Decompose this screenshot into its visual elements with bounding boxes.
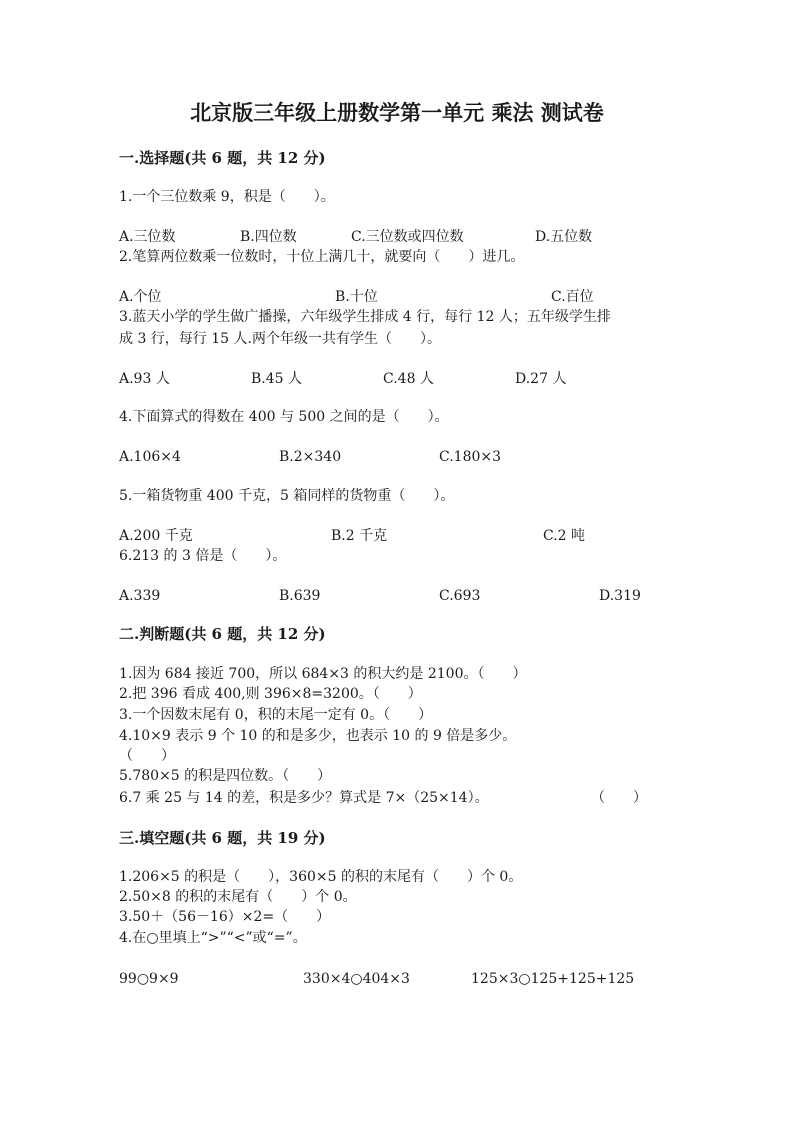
option-3c: C.48 人 [383, 371, 434, 387]
option-1b: B.四位数 [240, 229, 297, 245]
judge-item-4: 4.10×9 表示 9 个 10 的和是多少，也表示 10 的 9 倍是多少。 [119, 728, 517, 744]
question-1: 1.一个三位数乘 9，积是（ ）。 [119, 189, 335, 205]
fill-item-3: 3.50＋（56－16）×2=（ ） [119, 909, 331, 925]
question-2: 2.笔算两位数乘一位数时，十位上满几十，就要向（ ）进几。 [119, 249, 525, 265]
option-6b: B.639 [279, 588, 321, 604]
judge-item-4-answer: （ ） [119, 748, 175, 764]
option-6a: A.339 [119, 588, 161, 604]
option-5c: C.2 吨 [543, 528, 586, 544]
option-5b: B.2 千克 [331, 528, 388, 544]
question-3-line-1: 3.蓝天小学的学生做广播操，六年级学生排成 4 行，每行 12 人；五年级学生排 [119, 309, 611, 325]
question-5: 5.一箱货物重 400 千克，5 箱同样的货物重（ ）。 [119, 488, 455, 504]
option-5a: A.200 千克 [119, 528, 193, 544]
option-1c: C.三位数或四位数 [351, 229, 464, 245]
option-2c: C.百位 [551, 289, 594, 305]
judge-item-5: 5.780×5 的积是四位数。（ ） [119, 768, 332, 784]
page-title: 北京版三年级上册数学第一单元 乘法 测试卷 [190, 100, 604, 125]
option-1a: A.三位数 [119, 229, 176, 245]
question-6: 6.213 的 3 倍是（ ）。 [119, 548, 287, 564]
fill-item-2: 2.50×8 的积的末尾有（ ）个 0。 [119, 889, 357, 905]
fill-item-4: 4.在○里填上“>”“<”或“=”。 [119, 930, 307, 946]
option-4c: C.180×3 [439, 449, 502, 465]
option-3d: D.27 人 [515, 371, 567, 387]
option-6c: C.693 [439, 588, 481, 604]
judge-item-1: 1.因为 684 接近 700，所以 684×3 的积大约是 2100。（ ） [119, 666, 527, 682]
judge-item-6-answer: （ ） [591, 790, 647, 806]
question-4: 4.下面算式的得数在 400 与 500 之间的是（ ）。 [119, 409, 449, 425]
section-heading-fill: 三.填空题(共 6 题，共 19 分) [119, 829, 326, 847]
option-4b: B.2×340 [279, 449, 342, 465]
question-3-line-2: 成 3 行，每行 15 人.两个年级一共有学生（ ）。 [119, 331, 441, 347]
fill-item-1: 1.206×5 的积是（ ），360×5 的积的末尾有（ ）个 0。 [119, 869, 523, 885]
option-6d: D.319 [599, 588, 641, 604]
judge-item-3: 3.一个因数末尾有 0，积的末尾一定有 0。（ ） [119, 707, 433, 723]
section-heading-choice: 一.选择题(共 6 题，共 12 分) [119, 149, 326, 167]
option-2b: B.十位 [335, 289, 378, 305]
option-3a: A.93 人 [119, 371, 170, 387]
compare-2: 330×4○404×3 [303, 971, 410, 987]
compare-3: 125×3○125+125+125 [471, 971, 635, 987]
section-heading-judge: 二.判断题(共 6 题，共 12 分) [119, 625, 326, 643]
option-3b: B.45 人 [251, 371, 303, 387]
judge-item-2: 2.把 396 看成 400,则 396×8=3200。（ ） [119, 686, 422, 702]
judge-item-6: 6.7 乘 25 与 14 的差，积是多少？算式是 7×（25×14）。 [119, 790, 489, 806]
option-4a: A.106×4 [119, 449, 181, 465]
option-1d: D.五位数 [535, 229, 593, 245]
option-2a: A.个位 [119, 289, 162, 305]
compare-1: 99○9×9 [119, 971, 179, 987]
